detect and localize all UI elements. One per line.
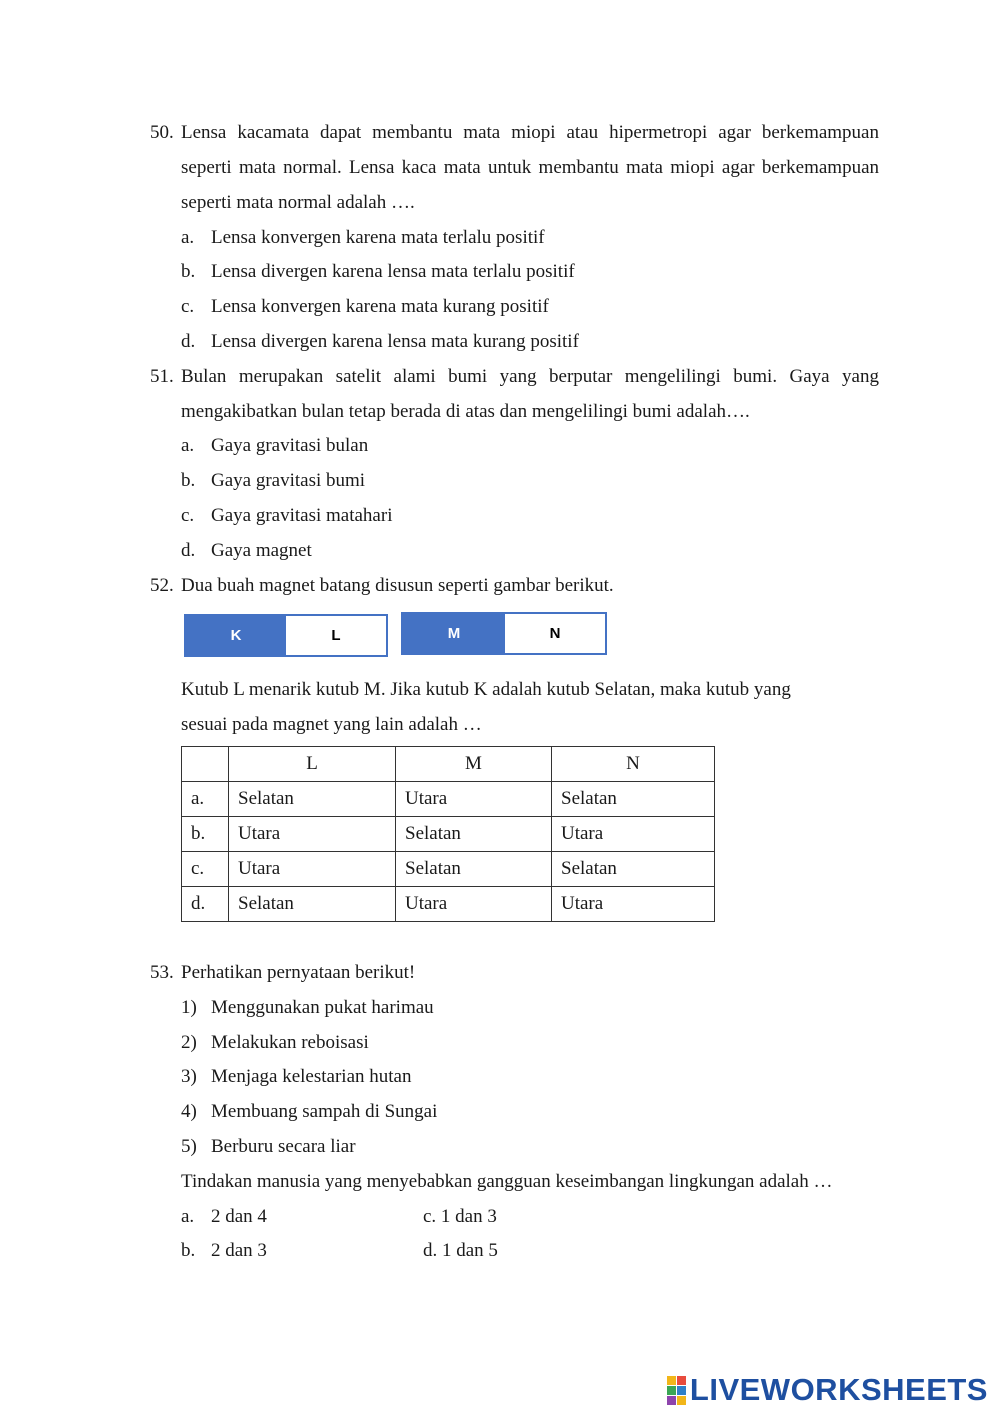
q52-intro: Dua buah magnet batang disusun seperti gambar berikut.	[181, 575, 614, 596]
table-row[interactable]	[182, 782, 715, 817]
option-text: d. 1 dan 5	[423, 1240, 498, 1261]
table-cell: Utara	[229, 852, 396, 887]
table-header: L	[229, 747, 396, 782]
magnet-pole-m: M	[403, 614, 505, 653]
option-letter: d.	[181, 540, 196, 561]
statement-number: 2)	[181, 1032, 197, 1053]
table-cell: c.	[182, 852, 229, 887]
table-cell: Selatan	[552, 782, 715, 817]
table-row[interactable]	[182, 852, 715, 887]
q53-intro: Perhatikan pernyataan berikut!	[181, 962, 416, 983]
liveworksheets-logo[interactable]	[667, 1372, 988, 1408]
statement-number: 1)	[181, 997, 197, 1018]
option-letter: d.	[181, 331, 196, 352]
q51-text-line-2: mengakibatkan bulan tetap berada di atas dan mengelilingi bumi adalah….	[181, 401, 750, 422]
option-letter: a.	[181, 435, 195, 456]
table-cell: Selatan	[396, 852, 552, 887]
option-text: Lensa divergen karena lensa mata terlalu positif	[211, 261, 575, 282]
statement-text: Melakukan reboisasi	[211, 1032, 369, 1053]
table-cell: Utara	[229, 817, 396, 852]
option-letter: c.	[181, 505, 195, 526]
statement-text: Menggunakan pukat harimau	[211, 997, 434, 1018]
table-cell: Utara	[396, 887, 552, 922]
statement-number: 5)	[181, 1136, 197, 1157]
option-letter: b.	[181, 470, 196, 491]
statement-number: 4)	[181, 1101, 197, 1122]
option-letter: b.	[181, 1240, 196, 1261]
option-text: Lensa divergen karena lensa mata kurang positif	[211, 331, 579, 352]
answer-table	[181, 746, 715, 922]
magnet-pole-n: N	[505, 614, 605, 653]
option-text: Lensa konvergen karena mata kurang positif	[211, 296, 549, 317]
q51-text-line-1: Bulan merupakan satelit alami bumi yang berputar mengelilingi bumi. Gaya yang	[181, 366, 879, 387]
statement-text: Menjaga kelestarian hutan	[211, 1066, 412, 1087]
option-text: 2 dan 3	[211, 1240, 267, 1261]
q53-number: 53.	[150, 962, 174, 983]
table-cell: Selatan	[396, 817, 552, 852]
option-letter: a.	[181, 1206, 195, 1227]
option-letter: c.	[181, 296, 195, 317]
statement-text: Membuang sampah di Sungai	[211, 1101, 438, 1122]
magnet-kl	[184, 614, 388, 657]
q53-option-d[interactable]	[423, 1239, 498, 1263]
magnet-pole-l: L	[286, 616, 386, 655]
option-text: 2 dan 4	[211, 1206, 267, 1227]
table-cell: Utara	[396, 782, 552, 817]
table-cell: Selatan	[229, 887, 396, 922]
logo-text: LIVEWORKSHEETS	[689, 1372, 988, 1407]
option-text: c. 1 dan 3	[423, 1206, 497, 1227]
table-header: M	[396, 747, 552, 782]
table-cell: Utara	[552, 817, 715, 852]
q51-number: 51.	[150, 366, 174, 387]
option-text: Gaya gravitasi matahari	[211, 505, 393, 526]
table-row[interactable]	[182, 887, 715, 922]
table-cell: d.	[182, 887, 229, 922]
option-text: Gaya magnet	[211, 540, 312, 561]
table-row[interactable]	[182, 817, 715, 852]
option-letter: b.	[181, 261, 196, 282]
q52-text-line-2: sesuai pada magnet yang lain adalah …	[181, 714, 482, 735]
q52-number: 52.	[150, 575, 174, 596]
table-header: N	[552, 747, 715, 782]
q52-text-line-1: Kutub L menarik kutub M. Jika kutub K adalah kutub Selatan, maka kutub yang	[181, 679, 791, 700]
table-cell: Selatan	[552, 852, 715, 887]
magnet-pole-k: K	[186, 616, 286, 655]
statement-text: Berburu secara liar	[211, 1136, 356, 1157]
question-number: 50.	[150, 122, 174, 143]
statement-number: 3)	[181, 1066, 197, 1087]
option-text: Gaya gravitasi bulan	[211, 435, 369, 456]
logo-grid-icon	[667, 1376, 686, 1405]
q50-text-line-2: seperti mata normal. Lensa kaca mata untuk membantu mata miopi agar berkemampuan	[181, 157, 879, 178]
table-header-row	[182, 747, 715, 782]
q50-text-line-3: seperti mata normal adalah ….	[181, 192, 415, 213]
option-text: Gaya gravitasi bumi	[211, 470, 366, 491]
option-letter: a.	[181, 227, 195, 248]
q53-prompt: Tindakan manusia yang menyebabkan gangguan keseimbangan lingkungan adalah …	[181, 1171, 833, 1192]
q50-text-line-1: Lensa kacamata dapat membantu mata miopi atau hipermetropi agar berkemampuan	[181, 122, 879, 143]
option-text: Lensa konvergen karena mata terlalu positif	[211, 227, 545, 248]
table-cell: b.	[182, 817, 229, 852]
magnet-mn	[401, 612, 607, 655]
table-header	[182, 747, 229, 782]
table-cell: Utara	[552, 887, 715, 922]
table-cell: Selatan	[229, 782, 396, 817]
table-cell: a.	[182, 782, 229, 817]
q53-option-c[interactable]	[423, 1205, 497, 1229]
